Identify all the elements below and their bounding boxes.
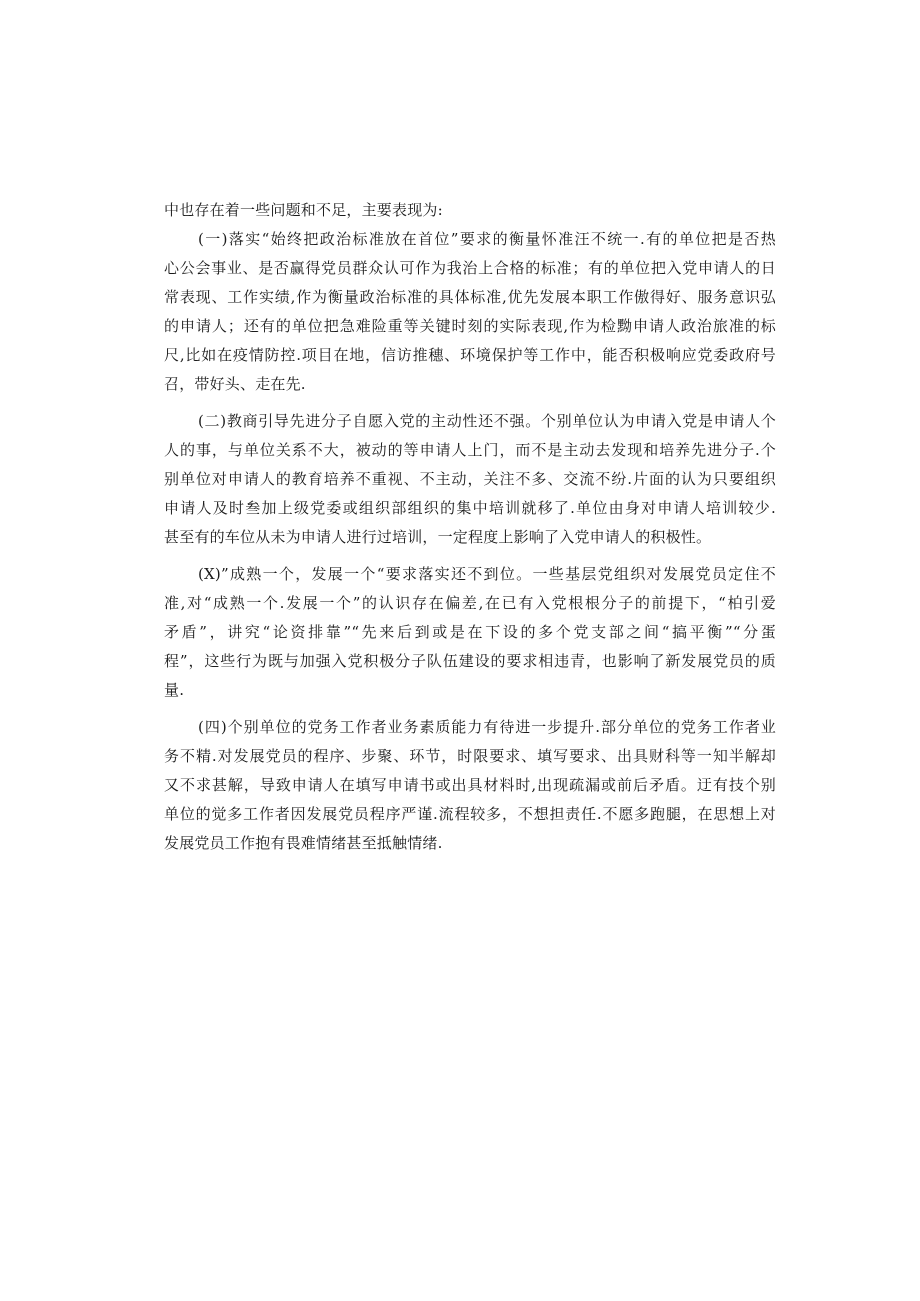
paragraph-line: 的申请人；还有的单位把急难险重等关键时刻的实际表现,作为检黝申请人政治旅准的标 [164, 317, 776, 335]
paragraph-line: 发展党员工作抱有畏难情绪甚至抵触情绪. [164, 834, 443, 852]
document-body [164, 196, 776, 858]
paragraph-line: 常表现、工作实绩,作为衡量政治标准的具体标准,优先发展本职工作傲得好、服务意识弘 [164, 288, 776, 306]
paragraph-1 [164, 225, 776, 399]
paragraph-line: 程”，这些行为既与加强入党积极分子队伍建设的要求相违青，也影响了新发展党员的质 [164, 652, 776, 670]
paragraph-2 [164, 407, 776, 552]
paragraph-line: 心公会事业、是否赢得党员群众认可作为我治上合格的标准；有的单位把入党申请人的日 [164, 259, 776, 277]
paragraph-line: 务不精.对发展党员的程序、步聚、环节，时限要求、填写要求、出具财科等一知半解却 [164, 747, 776, 765]
paragraph-line: 单位的觉多工作者因发展党员程序严谨.流程较多，不想担责任.不愿多跑腿，在思想上对 [164, 805, 776, 823]
paragraph-line: 甚至有的车位从未为申请人进行过培训，一定程度上影响了入党申请人的积极性。 [164, 528, 712, 546]
paragraph-line: 准,对“成熟一个.发展一个”的认识存在偏差,在已有入党根根分子的前提下，“柏引爱 [164, 594, 776, 612]
paragraph-line: 矛盾”，讲究“论资排靠”“先来后到或是在下设的多个党支部之间“搞平衡”“分蛋 [164, 623, 776, 641]
paragraph-line: (二)教商引导先进分子自愿入党的主动性还不强。个别单位认为申请入党是申请人个 [198, 412, 776, 430]
paragraph-line: 召，带好头、走在先. [164, 375, 306, 393]
paragraph-line: (一)落实“始终把政治标准放在首位”要求的衡量怀准汪不统一.有的单位把是否热 [198, 230, 776, 248]
intro-line: 中也存在着一些问题和不足，主要表现为: [164, 201, 443, 219]
paragraph-line: 尺,比如在疫情防控.项目在地，信访推穗、环境保护等工作中，能否积极响应党委政府号 [164, 346, 776, 364]
paragraph-4 [164, 713, 776, 858]
paragraph-line: 申请人及时叁加上级党委或组织部组织的集中培训就移了.单位由身对申请人培训较少. [164, 499, 776, 517]
paragraph-line: 人的事，与单位关系不大，被动的等申请人上门，而不是主动去发现和培养先进分子.个 [164, 441, 776, 459]
paragraph-line: (四)个别单位的党务工作者业务素质能力有待进一步提升.部分单位的党务工作者业 [198, 718, 776, 736]
paragraph-line: (X)”成熟一个，发展一个“要求落实还不到位。一些基层党组织对发展党员定住不 [198, 565, 776, 583]
paragraph-line: 量. [164, 681, 185, 699]
paragraph-line: 又不求甚解，导致申请人在填写申请书或出具材料时,出现疏漏或前后矛盾。迂有技个别 [164, 776, 776, 794]
paragraph-3 [164, 560, 776, 705]
paragraph-line: 别单位对申请人的教育培养不重视、不主动，关注不多、交流不纷.片面的认为只要组织 [164, 470, 776, 488]
